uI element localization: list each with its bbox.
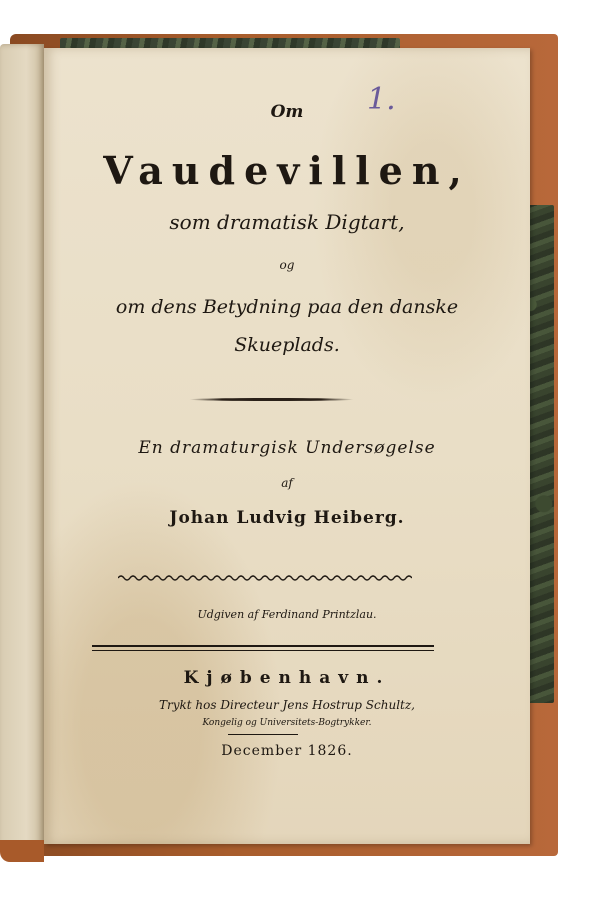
short-rule [228,734,298,735]
title-line-som: som dramatisk Digtart, [169,210,405,234]
double-rule-bottom [92,650,434,651]
imprint-date: December 1826. [221,743,353,759]
author-af: af [281,476,293,490]
title-line-skueplads: Skueplads. [234,334,340,356]
title-line-om: Om [270,102,304,122]
wavy-divider [118,574,412,582]
title-page [44,48,530,844]
double-rule-top [92,645,434,647]
title-line-betydning: om dens Betydning paa den danske [115,296,459,318]
imprint-printer: Trykt hos Directeur Jens Hostrup Schultz, [158,698,415,712]
author-name: Johan Ludvig Heiberg. [169,508,405,528]
subtitle: En dramaturgisk Undersøgelse [138,438,436,458]
imprint-printer-title: Kongelig og Universitets-Bogtrykker. [202,718,372,728]
facing-page-leather-edge [0,840,44,862]
main-title: Vaudevillen, [103,148,471,193]
title-line-og: og [279,258,295,272]
facing-page [0,44,44,852]
ornamental-rule [189,398,354,401]
publisher-note: Udgiven af Ferdinand Printzlau. [197,608,377,621]
pencil-annotation: 1. [367,82,396,117]
imprint-city: Kjøbenhavn. [183,668,391,688]
